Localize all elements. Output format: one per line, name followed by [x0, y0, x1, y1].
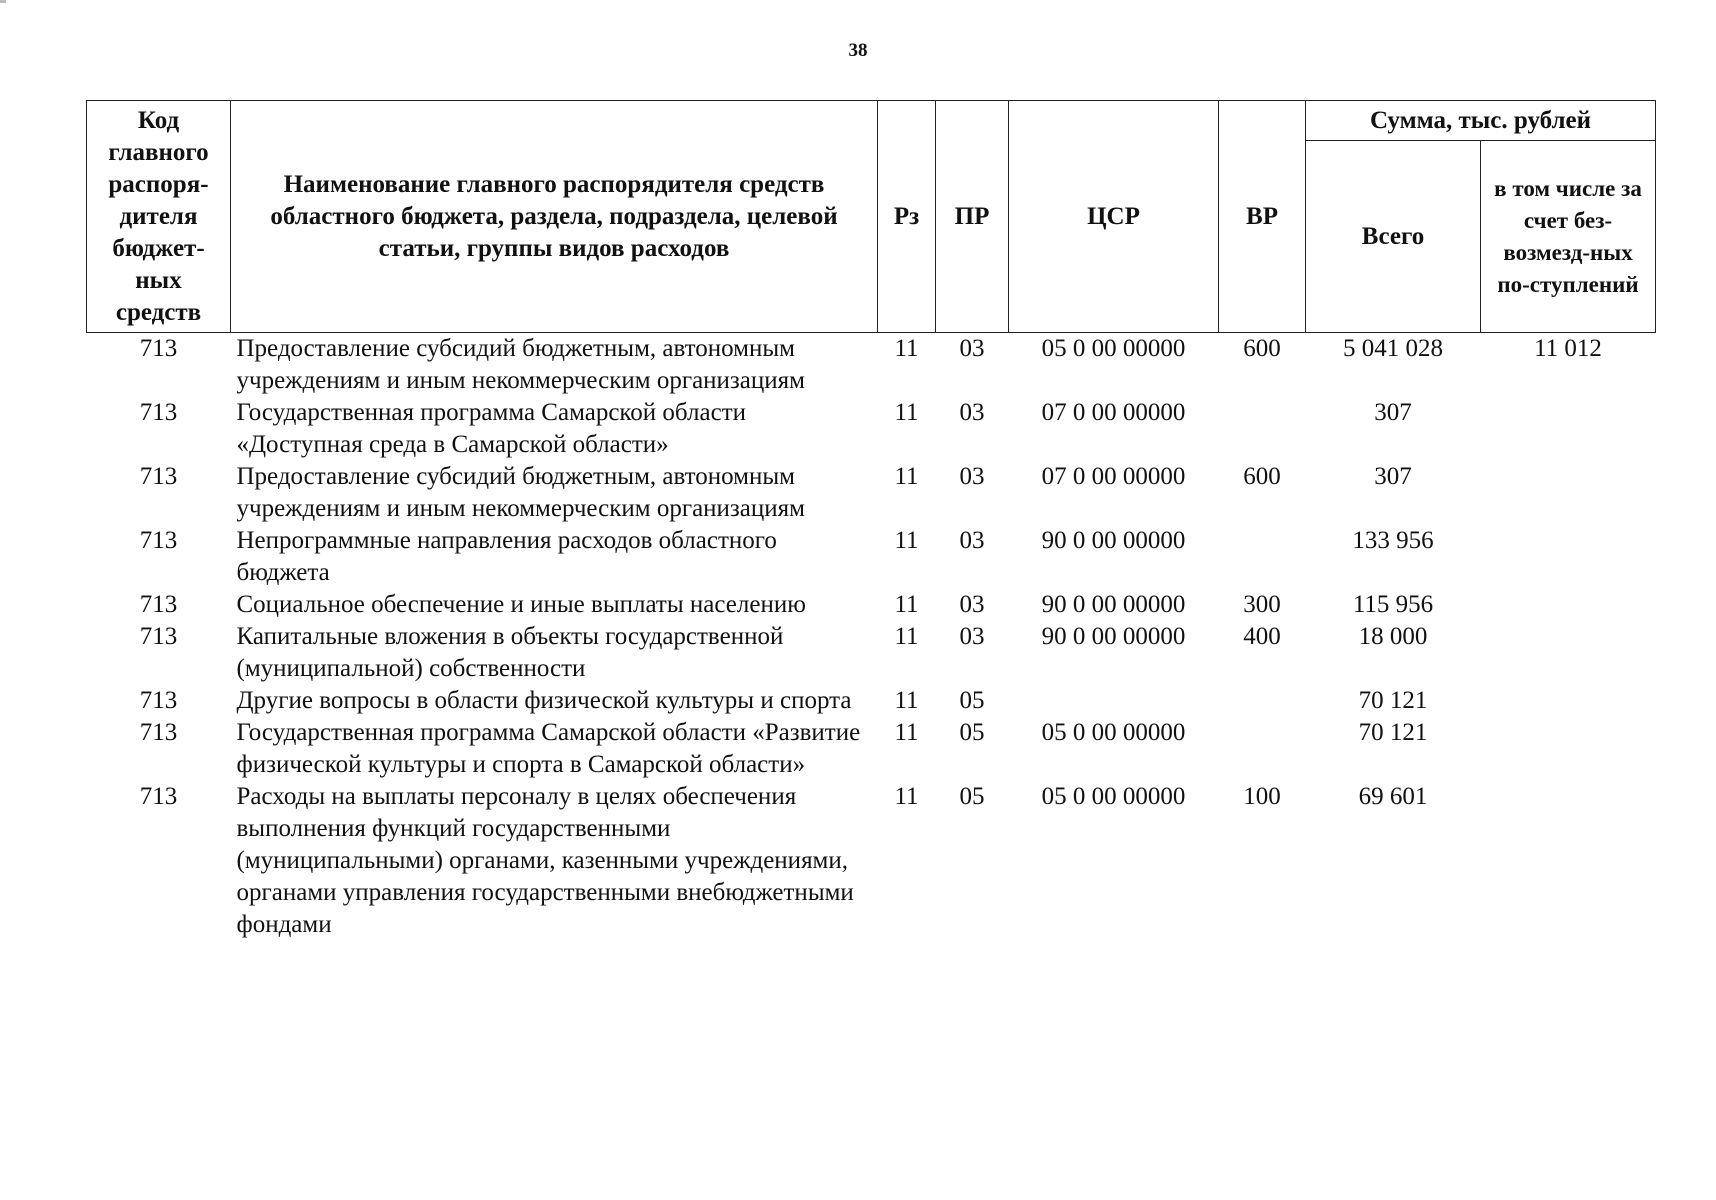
table-row: [87, 333, 1656, 398]
header-sum: Сумма, тыс. рублей: [1306, 101, 1656, 141]
cell-code: 713: [139, 783, 178, 810]
cell-name: Предоставление субсидий бюджетным, автономным учреждениям и иным некоммерческим организациям: [236, 463, 805, 522]
table-row: [87, 717, 1656, 781]
cell-pr: 05: [959, 783, 985, 810]
cell-csr: 05 0 00 00000: [1041, 783, 1186, 810]
cell-total: 70 121: [1358, 719, 1428, 746]
page-number: 38: [848, 40, 868, 61]
table-row: [87, 397, 1656, 461]
cell-total: 18 000: [1358, 623, 1428, 650]
cell-gratuitous: [1481, 717, 1656, 781]
cell-rz: 11: [894, 623, 919, 650]
cell-gratuitous: [1481, 525, 1656, 589]
cell-vr: [1219, 685, 1306, 717]
cell-rz: 11: [894, 783, 919, 810]
table-row: [87, 589, 1656, 621]
cell-code: 713: [139, 591, 178, 618]
cell-vr: 400: [1243, 623, 1281, 650]
cell-gratuitous: 11 012: [1534, 335, 1602, 362]
cell-vr: 600: [1243, 335, 1281, 362]
cell-code: 713: [139, 527, 178, 554]
header-pr: ПР: [936, 101, 1009, 333]
cell-gratuitous: [1481, 685, 1656, 717]
cell-total: 70 121: [1358, 687, 1428, 714]
cell-pr: 03: [959, 335, 985, 362]
cell-gratuitous: [1481, 621, 1656, 685]
table-header: [87, 101, 1656, 333]
cell-vr: 100: [1243, 783, 1281, 810]
cell-rz: 11: [894, 719, 919, 746]
cell-name: Другие вопросы в области физической культуры и спорта: [236, 687, 852, 714]
budget-table: [86, 100, 1656, 941]
cell-gratuitous: [1481, 781, 1656, 941]
table-row: [87, 781, 1656, 941]
cell-total: 307: [1374, 463, 1412, 490]
cell-csr: 07 0 00 00000: [1041, 399, 1186, 426]
cell-rz: 11: [894, 591, 919, 618]
cell-vr: [1219, 525, 1306, 589]
cell-code: 713: [139, 335, 178, 362]
cell-pr: 03: [959, 623, 985, 650]
cell-csr: 05 0 00 00000: [1041, 335, 1186, 362]
header-code: Код главного распоря-дителя бюджет-ных средств: [87, 101, 231, 333]
cell-name: Капитальные вложения в объекты государственной (муниципальной) собственности: [236, 623, 784, 682]
cell-vr: 300: [1243, 591, 1281, 618]
cell-pr: 03: [959, 399, 985, 426]
scan-artifact: [0, 0, 6, 3]
cell-total: 133 956: [1352, 527, 1434, 554]
cell-pr: 03: [959, 591, 985, 618]
cell-pr: 03: [959, 463, 985, 490]
cell-vr: [1219, 397, 1306, 461]
cell-vr: 600: [1243, 463, 1281, 490]
cell-gratuitous: [1481, 461, 1656, 525]
table-row: [87, 621, 1656, 685]
cell-vr: [1219, 717, 1306, 781]
cell-rz: 11: [894, 463, 919, 490]
cell-code: 713: [139, 687, 178, 714]
cell-total: 115 956: [1352, 591, 1434, 618]
header-rz: Рз: [878, 101, 936, 333]
table-row: [87, 685, 1656, 717]
cell-pr: 05: [959, 719, 985, 746]
cell-total: 5 041 028: [1343, 335, 1443, 362]
cell-csr: [1009, 685, 1219, 717]
cell-rz: 11: [894, 687, 919, 714]
cell-name: Государственная программа Самарской области «Доступная среда в Самарской области»: [236, 399, 746, 458]
table-body: [87, 333, 1656, 942]
cell-gratuitous: [1481, 397, 1656, 461]
table-row: [87, 525, 1656, 589]
cell-total: 69 601: [1358, 783, 1428, 810]
header-gratuitous: в том числе за счет без-возмезд-ных по-ступлений: [1481, 141, 1656, 333]
cell-code: 713: [139, 463, 178, 490]
cell-name: Государственная программа Самарской области «Развитие физической культуры и спорта в Самарской области»: [236, 719, 861, 778]
cell-total: 307: [1374, 399, 1412, 426]
cell-pr: 05: [959, 687, 985, 714]
cell-name: Непрограммные направления расходов областного бюджета: [236, 527, 777, 586]
cell-pr: 03: [959, 527, 985, 554]
header-csr: ЦСР: [1009, 101, 1219, 333]
cell-code: 713: [139, 719, 178, 746]
header-name: Наименование главного распорядителя средств областного бюджета, раздела, подраздела, целевой статьи, группы видов расходов: [231, 101, 878, 333]
header-total: Всего: [1306, 141, 1481, 333]
cell-csr: 90 0 00 00000: [1041, 623, 1186, 650]
cell-name: Расходы на выплаты персоналу в целях обеспечения выполнения функций государственными (муниципальными) органами, казенными учреждениями, органами управления государственными внебюджетными фондами: [236, 783, 854, 938]
cell-name: Предоставление субсидий бюджетным, автономным учреждениям и иным некоммерческим организациям: [236, 335, 805, 394]
header-vr: ВР: [1219, 101, 1306, 333]
cell-rz: 11: [894, 399, 919, 426]
cell-csr: 05 0 00 00000: [1041, 719, 1186, 746]
cell-code: 713: [139, 399, 178, 426]
cell-code: 713: [139, 623, 178, 650]
table-row: [87, 461, 1656, 525]
cell-name: Социальное обеспечение и иные выплаты населению: [236, 591, 806, 618]
cell-gratuitous: [1481, 589, 1656, 621]
cell-rz: 11: [894, 527, 919, 554]
cell-csr: 07 0 00 00000: [1041, 463, 1186, 490]
cell-csr: 90 0 00 00000: [1041, 527, 1186, 554]
cell-csr: 90 0 00 00000: [1041, 591, 1186, 618]
cell-rz: 11: [894, 335, 919, 362]
